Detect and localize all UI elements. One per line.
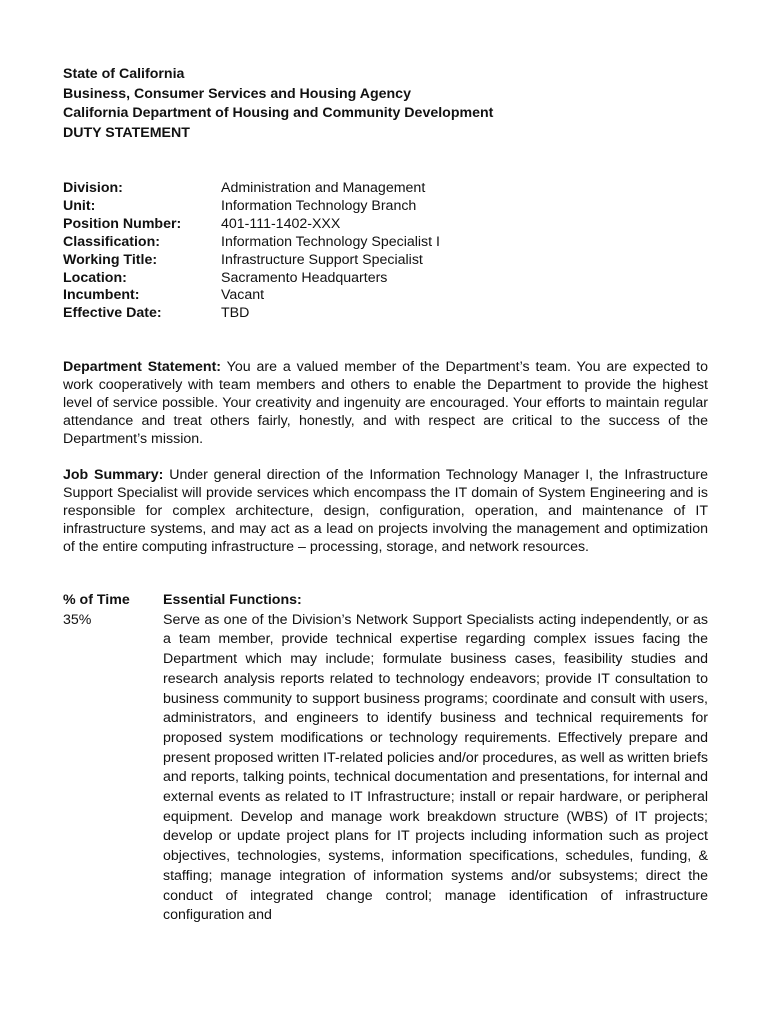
job-summary — [63, 467, 708, 557]
field-value: Information Technology Specialist I — [221, 233, 440, 250]
field-label: Division: — [63, 180, 123, 196]
essential-functions-header: Essential Functions: — [163, 592, 302, 608]
field-value: Administration and Management — [221, 180, 426, 196]
field-label: Incumbent: — [63, 287, 140, 304]
field-label: Unit: — [63, 197, 96, 214]
essential-functions-text: Serve as one of the Division’s Network Support Specialists acting independently, or as a team member, provide technical expertise regarding complex issues facing the Department which may include; formulate business cases, feasibility studies and research analysis reports related to technology endeavors; provide IT consultation to business community to support business programs; coordinate and consult with users, administrators, and engineers to identify business and technical requirements for proposed system modifications or technology requirements. Effectively prepare and present proposed written IT-related policies and/or procedures, as well as written briefs and reports, talking points, technical documentation and presentations, for internal and external events as related to IT Infrastructure; install or repair hardware, or peripheral equipment. Develop and manage work breakdown structure (WBS) of IT projects; develop or update project plans for IT projects including information such as project objectives, technologies, systems, information specifications, schedules, funding, & staffing; manage integration of information systems and/or subsystems; direct the conduct of integrated change control; manage identification of infrastructure configuration and — [163, 611, 708, 924]
position-fields — [63, 180, 440, 323]
department-statement — [63, 359, 708, 449]
document-header — [63, 65, 493, 143]
field-value: Vacant — [221, 287, 265, 304]
field-row-division — [63, 180, 440, 198]
department-statement-label: Department Statement: — [63, 359, 222, 375]
field-label: Classification: — [63, 233, 160, 250]
department-statement-text: You are a valued member of the Department’s team. You are expected to work cooperatively with team members and others to enable the Department to provide the highest level of service possible. Your creativity and ingenuity are encouraged. Your efforts to maintain regular attendance and treat others fairly, honestly, and with respect are critical to the success of the Department’s mission. — [63, 359, 709, 447]
field-row-position-number — [63, 216, 440, 234]
field-value: 401-111-1402-XXX — [221, 215, 341, 232]
header-department: California Department of Housing and Community Development — [63, 105, 494, 121]
header-agency: Business, Consumer Services and Housing Agency — [63, 85, 411, 102]
field-row-working-title — [63, 252, 440, 270]
percent-time-header: % of Time — [63, 592, 130, 608]
percent-time-column — [63, 591, 130, 630]
field-value: Infrastructure Support Specialist — [221, 251, 423, 268]
field-row-unit — [63, 198, 440, 216]
field-label: Effective Date: — [63, 305, 162, 322]
job-summary-label: Job Summary: — [63, 467, 164, 483]
field-value: Sacramento Headquarters — [221, 269, 388, 286]
field-value: Information Technology Branch — [221, 197, 417, 214]
field-label: Working Title: — [63, 251, 158, 268]
job-summary-text: Under general direction of the Information Technology Manager I, the Infrastructure Support Specialist will provide services which encompass the IT domain of System Engineering and is responsible for complex architecture, design, configuration, operation, and maintenance of IT infrastructure systems, and may act as a lead on projects involving the management and optimization of the entire computing infrastructure – processing, storage, and network resources. — [63, 467, 708, 555]
field-row-effective-date — [63, 305, 440, 323]
percent-time-value: 35% — [63, 611, 92, 628]
essential-functions — [163, 591, 708, 926]
field-label: Position Number: — [63, 215, 182, 232]
header-state: State of California — [63, 66, 185, 82]
field-label: Location: — [63, 269, 127, 286]
field-row-classification — [63, 234, 440, 252]
field-value: TBD — [221, 305, 250, 322]
header-title: DUTY STATEMENT — [63, 124, 190, 141]
field-row-location — [63, 270, 440, 288]
field-row-incumbent — [63, 287, 440, 305]
